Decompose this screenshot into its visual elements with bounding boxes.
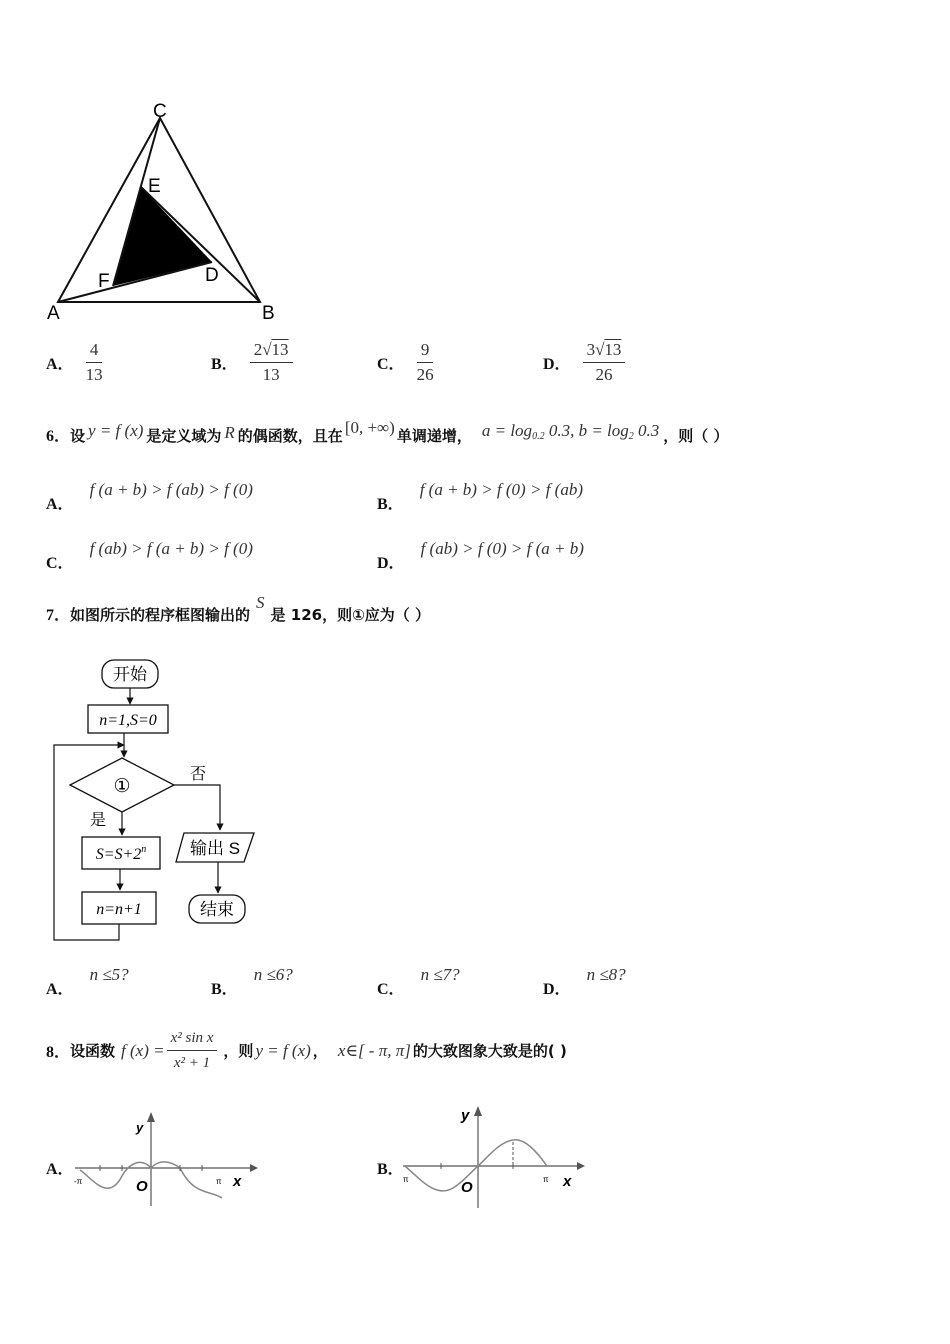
q7-option-b[interactable]	[211, 962, 293, 998]
option-label: B．	[377, 1161, 404, 1178]
option-expr: f (a + b) > f (ab) > f (0)	[89, 480, 253, 499]
denominator: x² + 1	[173, 1055, 211, 1071]
stem-text: 的大致图象大致是的( )	[412, 1042, 567, 1060]
no-label: 否	[190, 766, 207, 783]
q6-stem	[46, 418, 729, 447]
axis-x-label: x	[233, 1173, 242, 1190]
option-label: C．	[46, 555, 74, 572]
condition-text: ①	[113, 776, 131, 797]
end-text: 结束	[200, 900, 234, 919]
question-number: 6．	[46, 428, 71, 445]
step2-text: n=n+1	[96, 901, 142, 918]
option-label: A．	[46, 496, 74, 513]
fraction	[250, 340, 293, 385]
flowchart	[48, 655, 273, 950]
option-label: D．	[543, 356, 571, 373]
numerator: 2√13	[250, 340, 293, 363]
yes-label: 是	[90, 812, 107, 829]
denominator: 13	[262, 365, 280, 384]
curve-b	[405, 1140, 547, 1191]
option-label: C．	[377, 981, 405, 998]
fraction	[417, 340, 434, 385]
option-expr: n ≤5?	[89, 965, 129, 984]
option-label: D．	[377, 555, 405, 572]
stem-text: 单调递增，	[396, 427, 472, 445]
math-interval: [0, +∞)	[344, 418, 395, 437]
graph-a	[70, 1108, 260, 1213]
fraction	[86, 340, 103, 385]
stem-text: ，则	[223, 1042, 254, 1060]
label-a: A	[47, 303, 60, 324]
option-label: C．	[377, 356, 405, 373]
question-number: 7．	[46, 607, 71, 624]
math-s: S	[256, 593, 265, 612]
pi-label: π	[543, 1175, 549, 1184]
q6-option-d[interactable]	[377, 536, 584, 572]
option-expr: n ≤6?	[253, 965, 293, 984]
stem-text: ，	[312, 1042, 328, 1060]
numerator: 9	[417, 340, 434, 363]
q8-stem	[46, 1028, 567, 1073]
graph-b	[401, 1100, 601, 1215]
axis-y-label: y	[136, 1120, 144, 1135]
option-label: B．	[377, 496, 404, 513]
q5-option-b[interactable]	[211, 340, 293, 385]
q7-option-c[interactable]	[377, 962, 460, 998]
output-text: 输出 S	[189, 839, 241, 858]
option-label: A．	[46, 1161, 74, 1178]
start-text: 开始	[113, 665, 147, 684]
option-expr: n ≤7?	[420, 965, 460, 984]
stem-text: ，则（ ）	[663, 427, 729, 445]
step1-text: $S=S+2^n$	[95, 844, 147, 863]
option-label: A．	[46, 356, 74, 373]
option-expr: f (ab) > f (a + b) > f (0)	[89, 539, 253, 558]
origin-label: O	[461, 1179, 473, 1196]
denominator: 26	[595, 365, 613, 384]
stem-text: 的偶函数，且在	[237, 427, 343, 445]
label-b: B	[262, 303, 275, 324]
stem-text: 是定义域为	[146, 427, 222, 445]
origin-label: O	[136, 1178, 148, 1195]
q6-option-a[interactable]	[46, 477, 253, 513]
question-number: 8．	[46, 1044, 71, 1061]
neg-pi-label: -π	[74, 1177, 83, 1186]
neg-pi-label: π	[403, 1175, 409, 1184]
math-ab-definition: $a = \log_{0.2} 0.3$, $b = \log_2 0.3$	[481, 421, 660, 442]
numerator: x² sin x	[167, 1028, 218, 1051]
fraction	[583, 340, 626, 385]
math-y-fx: y = f (x)	[88, 421, 144, 440]
q5-option-c[interactable]	[377, 340, 434, 385]
option-label: B．	[211, 356, 238, 373]
q7-stem	[46, 593, 430, 625]
label-c: C	[153, 101, 167, 122]
stem-text: 是 126，则①应为（ ）	[270, 606, 430, 624]
axis-y-label: y	[461, 1107, 470, 1124]
math-fx-lhs: f (x) =	[121, 1040, 165, 1060]
denominator: 26	[416, 365, 434, 384]
option-expr: n ≤8?	[586, 965, 626, 984]
init-text: n=1,S=0	[99, 712, 157, 729]
stem-text: 设函数	[70, 1042, 116, 1060]
label-f: F	[98, 271, 110, 292]
q5-option-d[interactable]	[543, 340, 625, 385]
q5-option-a[interactable]	[46, 340, 103, 385]
axis-x-label: x	[563, 1173, 572, 1190]
pi-label: π	[216, 1177, 222, 1186]
q6-option-c[interactable]	[46, 536, 253, 572]
q7-option-a[interactable]	[46, 962, 129, 998]
math-r: R	[224, 423, 235, 442]
option-expr: f (a + b) > f (0) > f (ab)	[419, 480, 583, 499]
option-label: A．	[46, 981, 74, 998]
option-expr: f (ab) > f (0) > f (a + b)	[420, 539, 584, 558]
numerator: 4	[86, 340, 103, 363]
q7-option-d[interactable]	[543, 962, 626, 998]
math-y-fx: y = f (x)	[255, 1040, 311, 1060]
label-e: E	[148, 176, 161, 197]
math-fx-fraction	[167, 1028, 218, 1073]
stem-text: 如图所示的程序框图输出的	[70, 606, 251, 624]
option-label: D．	[543, 981, 571, 998]
q6-option-b[interactable]	[377, 477, 583, 513]
math-domain: x∈[ - π, π]	[337, 1040, 411, 1060]
label-d: D	[205, 265, 219, 286]
numerator: 3√13	[583, 340, 626, 363]
stem-text: 设	[70, 427, 86, 445]
option-label: B．	[211, 981, 238, 998]
denominator: 13	[85, 365, 103, 384]
triangle-figure	[40, 95, 290, 330]
